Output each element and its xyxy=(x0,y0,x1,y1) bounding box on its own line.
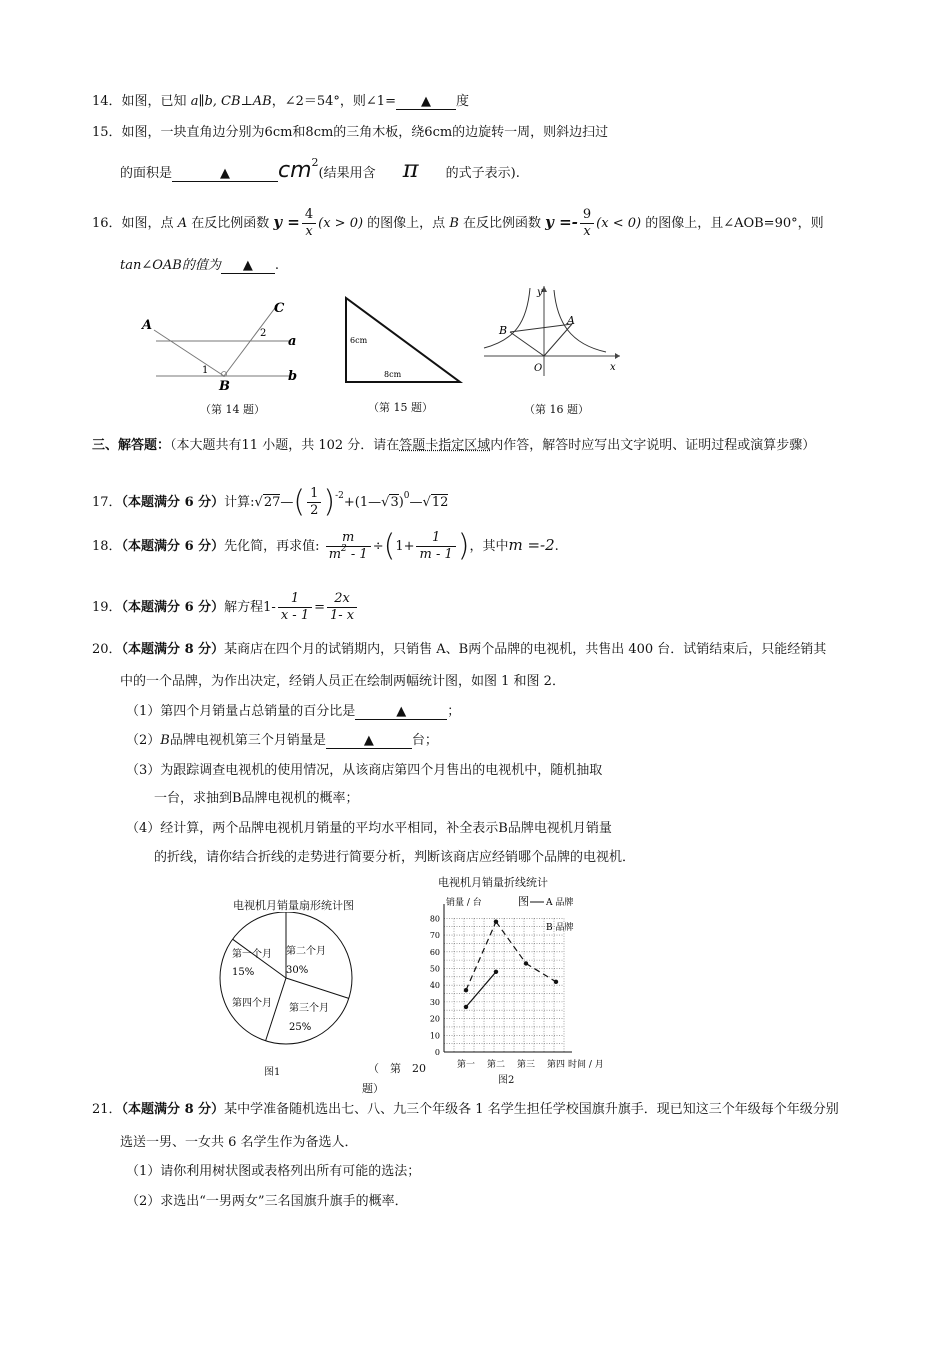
q16-text-2: tan∠OAB的值为 xyxy=(120,258,221,273)
q15-line1: 15．如图，一块直角边分别为6cm和8cm的三角木板，绕6cm的边旋转一周，则斜边扫过 xyxy=(92,125,609,140)
q20-p2-text: （2） xyxy=(126,733,161,748)
paren-close: ) xyxy=(457,528,470,564)
q17-num: 17． xyxy=(92,495,122,510)
q16-answer-blank[interactable] xyxy=(221,258,275,274)
q16-line1 xyxy=(92,206,824,240)
series-a-point xyxy=(524,961,528,965)
q20-part2 xyxy=(126,732,438,750)
q15-answer-blank[interactable] xyxy=(172,166,278,182)
q17-half: $\frac{1}{2}$ xyxy=(307,486,321,519)
q21-part1: （1）请你利用树状图或表格列出所有可能的选法； xyxy=(126,1164,421,1179)
x-ticks xyxy=(457,1058,565,1070)
q18-score: （本题满分 6 分） xyxy=(121,539,225,554)
label-B: B xyxy=(499,324,508,337)
q20-caption-b: 题） xyxy=(362,1082,384,1095)
q20-line2: 中的一个品牌，为作出决定，经销人员正在绘制两幅统计图，如图 1 和图 2． xyxy=(120,674,565,689)
q20-p2-blank[interactable] xyxy=(326,733,412,749)
q14-text: 14．如图，已知 xyxy=(92,94,191,109)
q18-end: . xyxy=(554,539,559,554)
segment-OA xyxy=(544,324,572,356)
fig2-caption: 图2 xyxy=(498,1075,515,1086)
q16-end: . xyxy=(274,258,279,273)
pie-radius-4 xyxy=(266,978,286,1041)
q20-part4-l2: 的折线，请你结合折线的走势进行简要分析，判断该商店应经销哪个品牌的电视机． xyxy=(154,850,636,865)
q15-line2 xyxy=(120,155,520,183)
q20-score: （本题满分 8 分） xyxy=(121,642,225,657)
q20-p2-brand: B xyxy=(160,733,170,748)
q19-fraction-1: $\frac{1}{x - 1}$ xyxy=(278,591,312,624)
pie-title: 电视机月销量扇形统计图 xyxy=(233,899,354,912)
pie-label-month4: 第四个月 xyxy=(232,998,272,1009)
q17-sqrt27: 27 xyxy=(263,495,281,510)
answer-mark-icon: ▲ xyxy=(396,704,407,719)
series-a-point xyxy=(464,988,468,992)
q21-line1 xyxy=(92,1101,839,1119)
sqrt-icon: √ xyxy=(422,495,431,510)
q16-point-b: B xyxy=(449,216,459,231)
q16-f1-fraction: $\frac{4}{x}$ xyxy=(302,207,316,240)
label-a: a xyxy=(288,334,297,349)
q18-div: ÷ xyxy=(372,539,384,554)
sqrt-icon: √ xyxy=(381,495,390,510)
fig14-caption: （第 14 题） xyxy=(200,403,265,416)
answer-mark-icon: ▲ xyxy=(220,166,231,181)
q18-line xyxy=(92,526,559,566)
q18-fraction-2: $\frac{1}{m - 1}$ xyxy=(416,530,455,563)
figure-16 xyxy=(480,282,625,380)
fig16-caption: （第 16 题） xyxy=(524,403,589,416)
q18-after: ，其中 xyxy=(469,539,509,554)
q20-part1 xyxy=(126,703,460,721)
q20-p1-blank[interactable] xyxy=(355,704,447,720)
q19-num: 19． xyxy=(92,600,122,615)
q18-fraction-1: $\frac{m}{m^2 - 1}$ xyxy=(326,530,371,563)
section3-desc-a: （本大题共有11 小题，共 102 分．请在 xyxy=(170,438,400,453)
paren-open: ( xyxy=(383,528,396,564)
line-chart xyxy=(416,890,616,1086)
q16-point-a: A xyxy=(177,216,188,231)
legend-b: B 品牌 xyxy=(546,923,574,933)
q17-exp: -2 xyxy=(335,491,344,501)
q20-part4-l1: （4）经计算，两个品牌电视机月销量的平均水平相同，补全表示B品牌电视机月销量 xyxy=(126,821,612,836)
answer-mark-icon: ▲ xyxy=(363,733,374,748)
segment-OB xyxy=(510,332,544,356)
q16-text-e: 的图像上，且∠AOB=90°，则 xyxy=(641,216,824,231)
pie-label-month1: 第一个月 xyxy=(232,949,272,960)
series-b-point xyxy=(494,970,498,974)
y-tick-label: 50 xyxy=(429,964,440,974)
q21-text1: 某中学准备随机选出七、八、九三个年级各 1 名学生担任学校国旗升旗手．现已知这三个年级每个年级分别 xyxy=(224,1102,839,1117)
q16-f1-y: y = xyxy=(273,213,300,231)
series-b-point xyxy=(464,1005,468,1009)
pie-value-month1: 15% xyxy=(232,967,255,978)
label-A: A xyxy=(142,318,153,333)
line-bc xyxy=(224,304,278,376)
q20-line1 xyxy=(92,641,826,659)
q16-text: 16．如图，点 xyxy=(92,216,178,231)
figure-15 xyxy=(338,292,466,388)
pie-radius-3 xyxy=(286,978,349,998)
label-b: b xyxy=(288,369,298,384)
q14-unit: 度 xyxy=(455,94,469,109)
q19-fraction-2: $\frac{2x}{1- x}$ xyxy=(327,591,357,624)
label-B: B xyxy=(219,379,230,394)
label-O: O xyxy=(534,363,543,374)
q21-line2: 选送一男、一女共 6 名学生作为备选人． xyxy=(120,1135,358,1150)
q21-part2: （2）求选出“一男两女”三名国旗升旗手的概率． xyxy=(126,1194,408,1209)
y-tick-label: 30 xyxy=(429,997,440,1007)
q19-label: 解方程1- xyxy=(224,600,276,615)
q20-p2-text-b: 品牌电视机第三个月销量是 xyxy=(169,733,326,748)
section3-header xyxy=(92,437,815,455)
q18-inner: 1+ xyxy=(395,539,415,554)
sqrt-icon: √ xyxy=(254,495,263,510)
y-tick-label: 20 xyxy=(429,1014,440,1024)
q20-part3-l2: 一台，求抽到B品牌电视机的概率； xyxy=(154,791,359,806)
fig15-caption: （第 15 题） xyxy=(368,401,433,414)
q14-condition: a∥b, CB⊥AB xyxy=(190,94,272,109)
q19-line xyxy=(92,589,359,627)
y-tick-label: 80 xyxy=(429,914,440,924)
curve-right xyxy=(554,290,606,352)
q19-eq: = xyxy=(314,600,325,615)
y-tick-label: 40 xyxy=(429,981,440,991)
paren-open: ( xyxy=(293,484,306,520)
q18-cond: m =-2 xyxy=(508,536,555,554)
series-a-point xyxy=(494,919,498,923)
y-tick-label: 70 xyxy=(429,931,440,941)
q16-f2-domain: (x < 0) xyxy=(596,216,642,231)
q17-term3: +(1— xyxy=(343,495,382,510)
q20-caption-a: （ 第 20 xyxy=(368,1062,426,1075)
q17-sqrt12: 12 xyxy=(431,495,449,510)
label-x: x xyxy=(610,362,616,373)
q15-unit-exp: 2 xyxy=(311,156,319,169)
q17-term3-end: ) xyxy=(398,495,404,510)
q20-p1-text: （1）第四个月销量占总销量的百分比是 xyxy=(126,704,356,719)
x-axis-label: 时间 / 月 xyxy=(568,1060,604,1070)
q16-f1-domain: (x > 0) xyxy=(318,216,364,231)
section3-desc-b: 内作答，解答时应写出文字说明、证明过程或演算步骤） xyxy=(490,438,816,453)
q14-line xyxy=(92,93,469,111)
q17-exp0: 0 xyxy=(403,491,410,501)
series-a-segment xyxy=(526,963,556,981)
x-tick-label: 第一 xyxy=(456,1060,476,1070)
q19-score: （本题满分 6 分） xyxy=(121,600,225,615)
q21-score: （本题满分 8 分） xyxy=(121,1102,225,1117)
y-tick-label: 60 xyxy=(429,947,440,957)
x-axis-arrow-icon xyxy=(615,353,620,359)
series-a-segment xyxy=(466,922,496,990)
fig1-caption: 图1 xyxy=(264,1067,281,1078)
q18-label: 先化简，再求值: xyxy=(224,539,320,554)
q16-text-d: 在反比例函数 xyxy=(458,216,546,231)
pie-chart xyxy=(210,912,370,1052)
series-a-segment xyxy=(496,922,526,964)
q17-line xyxy=(92,483,448,522)
answer-mark-icon: ▲ xyxy=(420,94,431,109)
pie-label-month2: 第二个月 xyxy=(286,946,326,957)
y-tick-label: 10 xyxy=(429,1031,440,1041)
x-tick-label: 第二 xyxy=(486,1060,506,1070)
series-a-point xyxy=(554,980,558,984)
q20-p2-end: 台； xyxy=(411,733,438,748)
q16-f2-y: y =- xyxy=(545,213,578,231)
label-y: y xyxy=(537,287,543,298)
q14-answer-blank[interactable] xyxy=(396,94,456,110)
line-chart-title: 电视机月销量折线统计 xyxy=(438,876,548,889)
q17-label: 计算: xyxy=(224,495,255,510)
q21-num: 21． xyxy=(92,1102,122,1117)
x-tick-label: 第四 xyxy=(546,1060,566,1070)
q15-text-b: (结果用含 xyxy=(318,166,376,181)
pi-icon: π xyxy=(402,155,419,183)
q16-text-c: 的图像上，点 xyxy=(363,216,450,231)
section3-desc-dotted: 答题卡指定区域 xyxy=(399,438,491,453)
q14-text-b: ，∠2＝54°，则∠1= xyxy=(271,94,396,109)
y-ticks xyxy=(430,914,440,1057)
q20-part3-l1: （3）为跟踪调查电视机的使用情况，从该商店第四个月售出的电视机中，随机抽取 xyxy=(126,763,603,778)
q17-sqrt3: 3 xyxy=(390,495,399,510)
y-tick-label: 0 xyxy=(434,1048,440,1057)
legend-prefix: 图 xyxy=(518,895,529,908)
q18-num: 18． xyxy=(92,539,122,554)
pie-value-month3: 25% xyxy=(289,1022,312,1033)
q20-num: 20． xyxy=(92,642,122,657)
legend-a: A 品牌 xyxy=(546,898,574,908)
q16-f2-fraction: $\frac{9}{x}$ xyxy=(580,207,594,240)
q16-text-b: 在反比例函数 xyxy=(187,216,274,231)
pie-label-month3: 第三个月 xyxy=(289,1003,329,1014)
y-axis-label: 销量 / 台 xyxy=(446,898,482,908)
x-tick-label: 第三 xyxy=(516,1060,536,1070)
q17-minus: — xyxy=(280,495,294,510)
label-angle-1: 1 xyxy=(202,365,209,376)
curve-left xyxy=(484,288,530,348)
figure-14 xyxy=(136,294,311,394)
q17-score: （本题满分 6 分） xyxy=(121,495,225,510)
label-C: C xyxy=(274,301,285,316)
q20-p1-end: ； xyxy=(447,704,461,719)
q15-unit: cm xyxy=(278,158,312,183)
q17-minus2: — xyxy=(409,495,423,510)
q15-text: 的面积是 xyxy=(120,166,173,181)
q15-text-c: 的式子表示). xyxy=(445,166,520,181)
paren-close: ) xyxy=(323,484,336,520)
label-A: A xyxy=(567,314,575,327)
side-8cm: 8cm xyxy=(384,370,402,379)
pie-value-month2: 30% xyxy=(286,965,309,976)
q16-line2 xyxy=(120,257,279,275)
side-6cm: 6cm xyxy=(350,336,368,345)
answer-mark-icon: ▲ xyxy=(242,258,253,273)
line-ab xyxy=(154,330,224,376)
section3-title: 三、解答题： xyxy=(92,438,171,453)
label-angle-2: 2 xyxy=(260,328,267,339)
q20-text1: 某商店在四个月的试销期内，只销售 A、B两个品牌的电视机，共售出 400 台．试销结束后，只能经销其 xyxy=(224,642,827,657)
